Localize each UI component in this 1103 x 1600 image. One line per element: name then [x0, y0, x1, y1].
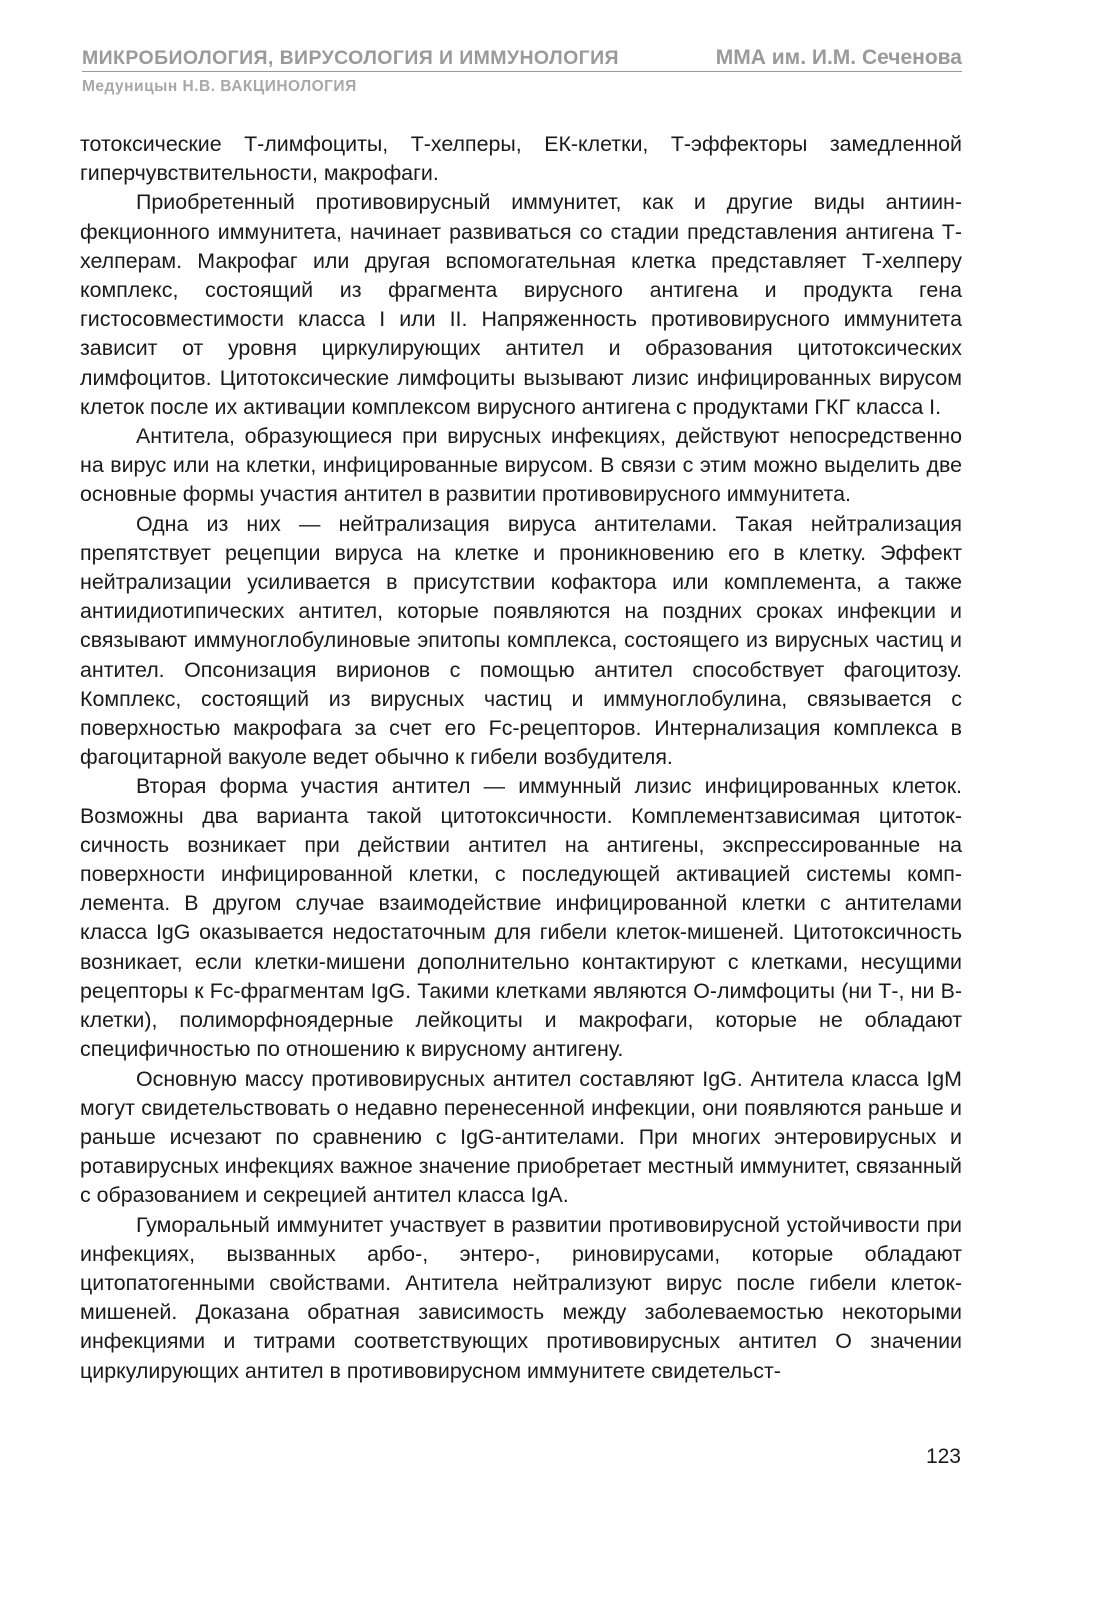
- paragraph-1: тотоксические Т-лимфоциты, Т-хелперы, ЕК-клетки, Т-эффекторы замедленной гиперчувствительности, макрофаги.: [80, 132, 962, 186]
- paragraph-4: Одна из них — нейтрализация вируса антителами. Такая нейтрализация препятствует рецепции вируса на клетке и проникновению его в клетку. Эффект нейтрализации усиливается в присутствии кофактора или комплемента, а также антиидиотипических антител, которые появляются на поздних сроках инфекции и связывают иммуноглобулиновые эпитопы комплекса, состоящего из вирусных частиц и антител. Опсонизация вирионов с помощью антител способствует фагоцитозу. Комплекс, состоящий из вирусных частиц и иммуноглобулина, связывается с поверхностью макрофага за счет его Fc-рецепторов. Интернализация комплекса в фагоцитарной вакуоле ведет обычно к гибели возбудителя.: [80, 511, 962, 770]
- paragraph-3: Антитела, образующиеся при вирусных инфекциях, действуют непосредственно на вирус или на клетки, инфицированные вирусом. В связи с этим можно выделить две основные формы участия антител в развитии противовирусного иммунитета.: [80, 424, 962, 507]
- running-header: [82, 46, 962, 96]
- paragraph-2: Приобретенный противовирусный иммунитет, как и другие виды антиинфекционного иммунитета, начинает развиваться со стадии представления антигена Т-хелперам. Макрофаг или другая вспомогательная клетка представляет Т-хелперу комплекс, состоящий из фрагмента вирусного антигена и продукта гена гистосовместимости класса I или II. Напряженность противовирусного иммунитета зависит от уровня циркулирующих антител и образования цитотоксических лимфоцитов. Цитотоксические лимфоциты вызывают лизис инфицированных вирусом клеток после их активации комплексом вирусного антигена с продуктами ГКГ класса I.: [80, 190, 962, 419]
- paragraph-6: Основную массу противовирусных антител составляют IgG. Антитела класса IgM могут свидетельствовать о недавно перенесенной инфекции, они появляются раньше и раньше исчезают по сравнению с IgG-антителами. При многих энтеровирусных и ротавирусных инфекциях важное значение приобретает местный иммунитет, связанный с образованием и секрецией антител класса IgA.: [80, 1066, 962, 1208]
- header-title: МИКРОБИОЛОГИЯ, ВИРУСОЛОГИЯ И ИММУНОЛОГИЯ: [82, 47, 619, 69]
- header-institution: ММА им. И.М. Сеченова: [715, 46, 962, 69]
- paragraph-7: Гуморальный иммунитет участвует в развитии противовирусной устойчивости при инфекциях, вызванных арбо-, энтеро-, риновирусами, которые обладают цитопатогенными свойствами. Антитела нейтрализуют вирус после гибели клеток-мишеней. Доказана обратная зависимость между заболеваемостью некоторыми инфекциями и титрами соответствующих противовирусных антител О значении циркулирующих антител в противовирусном иммунитете свидетельст-: [80, 1212, 962, 1383]
- paragraph-5: Вторая форма участия антител — иммунный лизис инфицированных клеток. Возможны два варианта такой цитотоксичности. Комплементзависимая цитотоксичность возникает при действии антител на антигены, экспрессированные на поверхности инфицированной клетки, с последующей активацией системы комплемента. В другом случае взаимодействие инфицированной клетки с антителами класса IgG оказывается недостаточным для гибели клеток-мишеней. Цитотоксичность возникает, если клетки-мишени дополнительно контактируют с клетками, несущими рецепторы к Fc-фрагментам IgG. Такими клетками являются О-лимфоциты (ни Т-, ни В-клетки), полиморфноядерные лейкоциты и макрофаги, которые не обладают специфичностью по отношению к вирусному антигену.: [80, 774, 962, 1062]
- header-row: [82, 46, 962, 72]
- header-subtitle: Медуницын Н.В. ВАКЦИНОЛОГИЯ: [82, 78, 357, 95]
- page-number: 123: [925, 1445, 961, 1468]
- page-body: [80, 130, 962, 1386]
